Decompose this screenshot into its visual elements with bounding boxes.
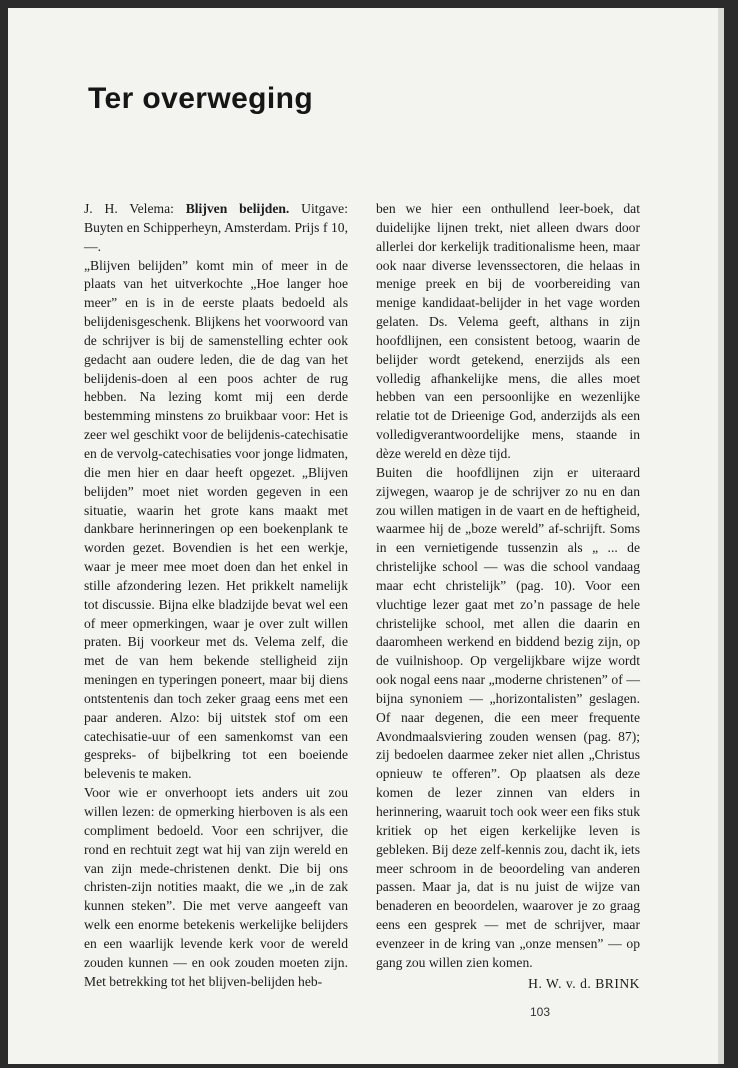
page [8,8,724,1064]
paragraph: Voor wie er onverhoopt iets anders uit zou willen lezen: de opmerking hierboven is als een compliment bedoeld. Voor een schrijver, die rond en rechtuit zegt wat hij van zijn wereld en van zijn mede-christenen denkt. Die bij ons christen-zijn notities maakt, die we „in de zak kunnen steken”. Die met verve aangeeft van welk een enorme betekenis werkelijke belijders en een waarlijk levende kerk voor de wereld zouden kunnen — en ook zouden moeten zijn. Met betrekking tot het blijven-belijden heb- [84,785,348,989]
review-header [84,200,348,257]
left-column [84,200,348,991]
paragraph: „Blijven belijden” komt min of meer in de plaats van het uitverkochte „Hoe langer hoe meer” en is in de eerste plaats bedoeld als belijdenisgeschenk. Blijkens het voorwoord van de schrijver is bij de samenstelling echter ook gedacht aan oudere leden, die de dag van het belijdenis-doen al een poos achter de rug hebben. Na lezing komt mij een derde bestemming minstens zo bruikbaar voor: Het is zeer wel geschikt voor de belijdenis-catechisatie en de vervolg-catechisaties voor jonge lidmaten, die men hier en daar heeft opgezet. „Blijven belijden” moet niet worden gegeven in een situatie, waarin het grote kans maakt met dankbare herinneringen op een boekenplank te worden gezet. Bovendien is het een werkje, waar je meer mee moet doen dan het enkel in stille afzondering lezen. Het prikkelt namelijk tot discussie. Bijna elke bladzijde bevat wel een of meer opmerkingen, waar je over zult willen praten. Bij voorkeur met ds. Velema zelf, die met de van hem bekende stelligheid zijn meningen en typeringen poneert, maar bij diens ontstentenis dan toch zeker graag eens met een paar anderen. Alzo: bij uitstek stof om een catechisatie-uur of een samenkomst van een gespreks- of bijbelkring tot een boeiende belevenis te maken. [84,257,348,782]
page-number: 103 [530,1005,551,1019]
right-column [376,200,640,993]
paragraph: ben we hier een onthullend leer-boek, dat duidelijke lijnen trekt, niet alleen dwars door allerlei dor kerkelijk traditionalisme heen, maar ook naar diverse levenssectoren, die helaas in menige preek en bij de voorbereiding van menige kandidaat-belijder in het vage worden gelaten. Ds. Velema geeft, althans in zijn hoofdlijnen, een consistent betoog, waarin de belijder wordt getekend, enerzijds als een volledig afhankelijke mens, die alles moet hebben van een persoonlijke en wezenlijke relatie tot de Drieenige God, anderzijds als een volledigverantwoordelijke mens, staande in dèze wereld en dèze tijd. [376,201,640,461]
review-author: J. H. Velema: [84,201,186,216]
signature: H. W. v. d. BRINK [528,975,640,991]
page-title: Ter overweging [88,82,314,115]
publisher-info: Uitgave: Buyten en Schipperheyn, Amsterdam. Prijs f 10,—. [84,201,348,254]
paragraph: Buiten die hoofdlijnen zijn er uiteraard zijwegen, waarop je de schrijver zo nu en dan zou willen matigen in de vaart en de heftigheid, waarmee hij de „boze wereld” af-schrijft. Soms in een vernietigende tussenzin als „ ... de christelijke school — was die school vandaag maar echt christelijk” (pag. 10). Voor een vluchtige lezer gaat met zo’n passage de hele christelijke school, met allen die daarin en daaromheen werkend en biddend bezig zijn, op de vuilnishoop. Op vergelijkbare wijze wordt ook nogal eens naar „moderne christenen” of — bijna synoniem — „horizontalisten” geslagen. Of naar degenen, die een meer frequente Avondmaalsviering zouden wensen (pag. 87); zij bedoelen daarmee zeker niet allen „Christus opnieuw te offeren”. Op plaatsen als deze komen de lezer zinnen van elders in herinnering, waaruit toch ook weer een fiks stuk kritiek op het eigen kerkelijke leven is gebleken. Bij deze zelf-kennis zou, dacht ik, iets meer schroom in de beoordeling van anderen passen. Maar ja, dat is nu juist de wijze van benaderen en beoordelen, waarover je zo graag eens een gesprek — met de schrijver, maar evenzeer in de kring van „onze mensen” — op gang zou willen zien komen. [376,464,640,970]
book-title: Blijven belijden. [185,201,290,216]
